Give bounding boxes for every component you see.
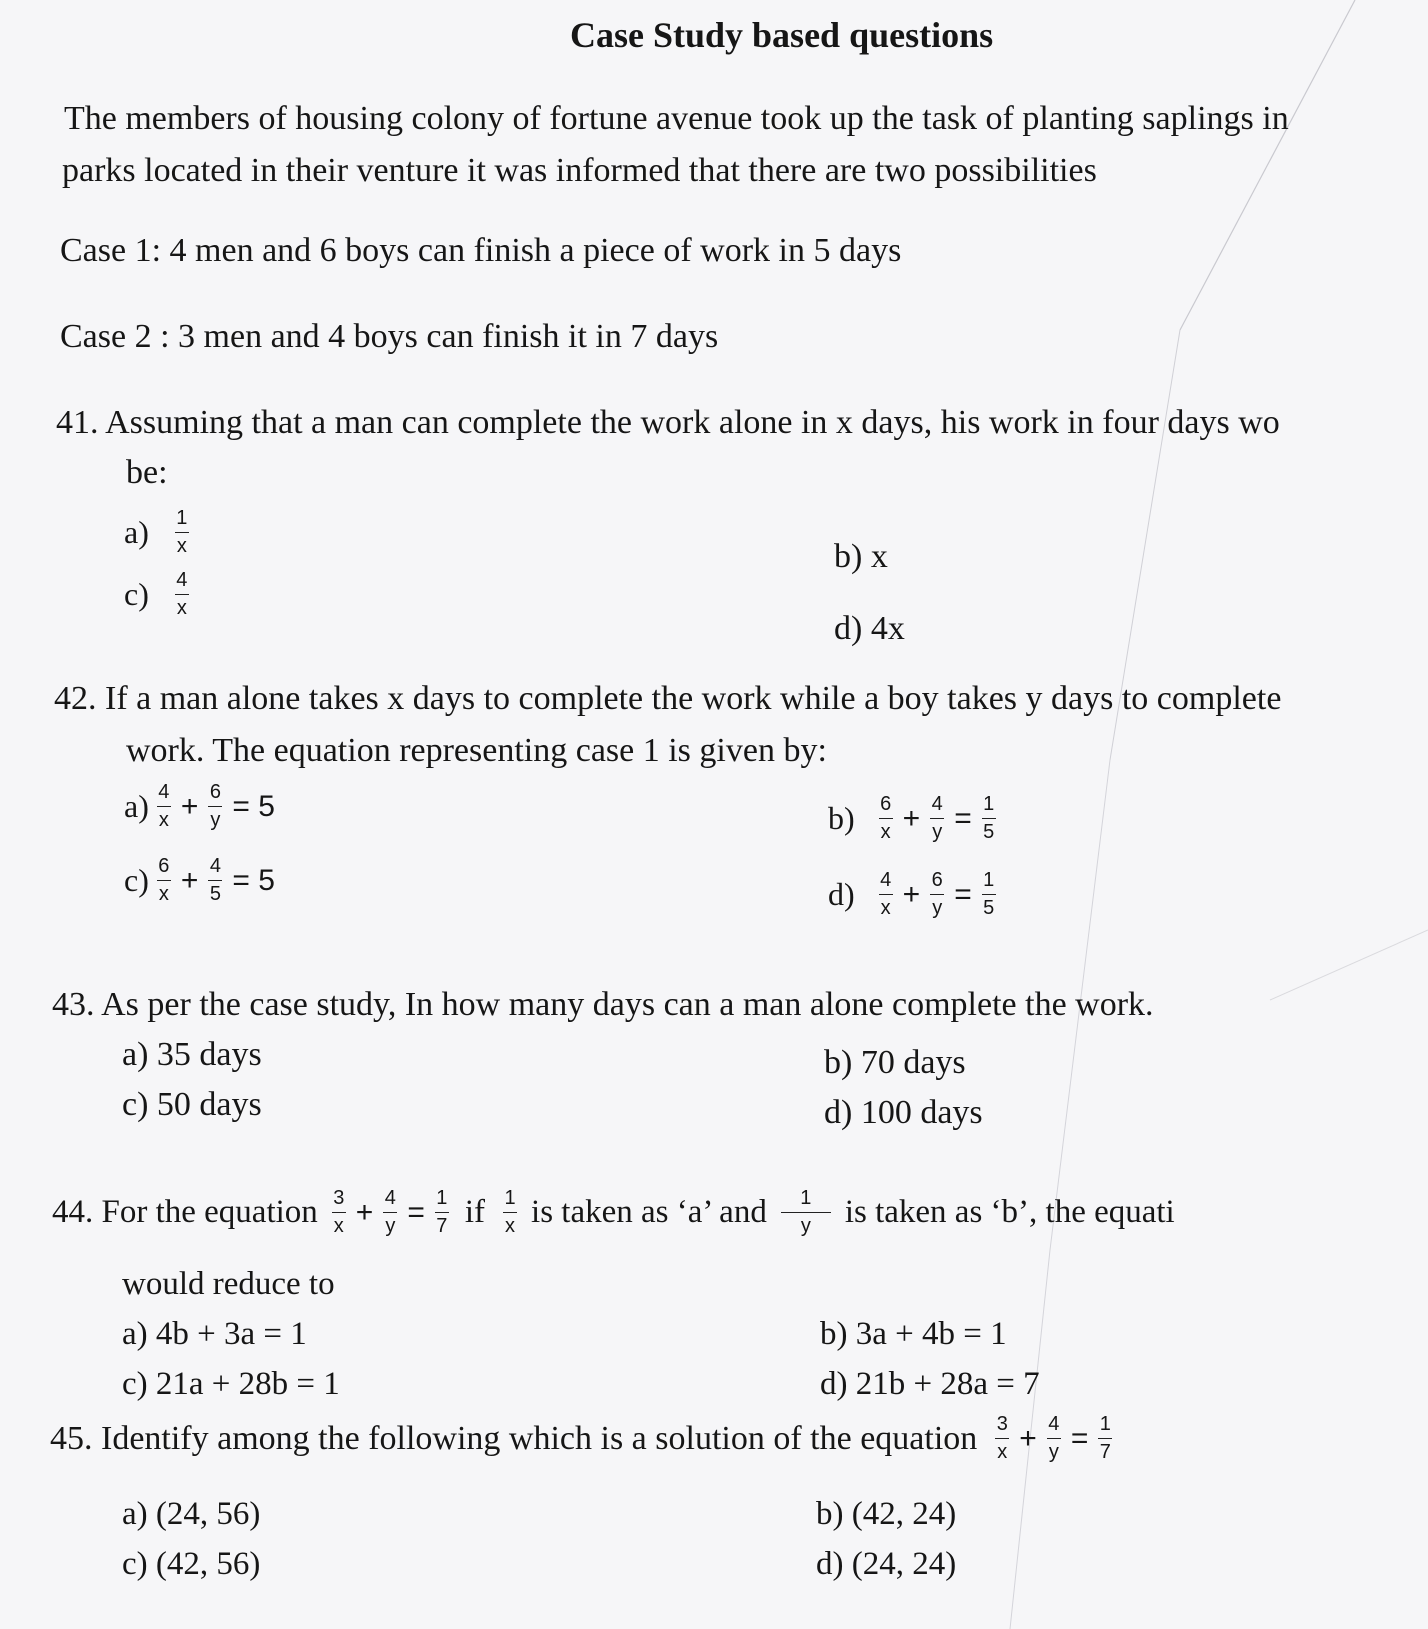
- page-title: Case Study based questions: [570, 15, 994, 55]
- q43-option-d[interactable]: d) 100 days: [824, 1094, 983, 1131]
- q42-option-b[interactable]: b) $\frac{6}{x}$ + $\frac{4}{y}$ = $\frac{1}{5}$: [828, 793, 995, 843]
- q42-text: 42. If a man alone takes x days to complete the work while a boy takes y days to complete: [54, 680, 1282, 717]
- q43-option-a[interactable]: a) 35 days: [122, 1036, 262, 1073]
- fraction: $\frac{4}{x}$: [176, 569, 188, 619]
- fraction: $\frac{1}{x}$: [176, 507, 188, 557]
- fraction: $\frac{1}{y}$: [781, 1188, 831, 1237]
- q44-option-a[interactable]: a) 4b + 3a = 1: [122, 1316, 307, 1352]
- q43-option-b[interactable]: b) 70 days: [824, 1044, 966, 1081]
- q42-option-a[interactable]: a) $\frac{4}{x}$ + $\frac{6}{y}$ = 5: [124, 781, 275, 831]
- intro-line-2: parks located in their venture it was informed that there are two possibilities: [62, 152, 1097, 189]
- option-label: c): [124, 862, 149, 898]
- option-label: c): [124, 576, 149, 612]
- option-label: b): [828, 800, 855, 836]
- case-1: Case 1: 4 men and 6 boys can finish a piece of work in 5 days: [60, 232, 902, 269]
- q44-option-d[interactable]: d) 21b + 28a = 7: [820, 1366, 1040, 1402]
- fraction: $\frac{3}{x}$: [996, 1413, 1008, 1463]
- option-label: d): [828, 876, 855, 912]
- q44-option-c[interactable]: c) 21a + 28b = 1: [122, 1366, 340, 1402]
- fraction: $\frac{6}{x}$: [880, 793, 892, 843]
- q42-text-cont: work. The equation representing case 1 is given by:: [126, 732, 827, 769]
- q41-text: 41. Assuming that a man can complete the work alone in x days, his work in four days wo: [56, 404, 1280, 441]
- q42-option-c[interactable]: c) $\frac{6}{x}$ + $\frac{4}{5}$ = 5: [124, 855, 275, 905]
- fraction: $\frac{4}{x}$: [158, 781, 170, 831]
- q41-text-cont: be:: [126, 454, 168, 491]
- fraction: $\frac{6}{y}$: [931, 869, 943, 919]
- q44-text-cont: would reduce to: [122, 1266, 335, 1302]
- fraction: $\frac{6}{x}$: [158, 855, 170, 905]
- fraction: $\frac{1}{7}$: [1099, 1413, 1111, 1463]
- q41-option-b[interactable]: b) x: [834, 538, 888, 575]
- q45-text: 45. Identify among the following which is a solution of the equation $\frac{3}{x}$ + $\frac{4}{y}$ = $\frac{1}{7}$: [50, 1413, 1111, 1463]
- q43-option-c[interactable]: c) 50 days: [122, 1086, 262, 1123]
- fraction: $\frac{4}{y}$: [931, 793, 943, 843]
- intro-line-1: The members of housing colony of fortune avenue took up the task of planting saplings in: [64, 100, 1289, 137]
- q45-option-d[interactable]: d) (24, 24): [816, 1546, 957, 1582]
- option-label: a): [124, 788, 149, 824]
- fraction: $\frac{1}{7}$: [436, 1187, 448, 1237]
- fraction: $\frac{1}{5}$: [983, 793, 995, 843]
- q44-option-b[interactable]: b) 3a + 4b = 1: [820, 1316, 1007, 1352]
- q42-option-d[interactable]: d) $\frac{4}{x}$ + $\frac{6}{y}$ = $\frac{1}{5}$: [828, 869, 995, 919]
- fraction: $\frac{3}{x}$: [333, 1187, 345, 1237]
- q44-text: 44. For the equation $\frac{3}{x}$ + $\frac{4}{y}$ = $\frac{1}{7}$ if $\frac{1}{x}$ is taken as ‘a’ and $\frac{1}{y}$ is taken as ‘b’, the equati: [52, 1187, 1175, 1237]
- option-label: a): [124, 514, 149, 550]
- q45-option-a[interactable]: a) (24, 56): [122, 1496, 261, 1532]
- fraction: $\frac{4}{5}$: [209, 855, 221, 905]
- fraction: $\frac{6}{y}$: [209, 781, 221, 831]
- q41-option-d[interactable]: d) 4x: [834, 610, 905, 647]
- fraction: $\frac{4}{x}$: [880, 869, 892, 919]
- fraction: $\frac{4}{y}$: [384, 1187, 396, 1237]
- q41-option-c[interactable]: [124, 570, 193, 619]
- case-2: Case 2 : 3 men and 4 boys can finish it in 7 days: [60, 318, 719, 355]
- fraction: $\frac{4}{y}$: [1048, 1413, 1060, 1463]
- q45-option-b[interactable]: b) (42, 24): [816, 1496, 957, 1532]
- q45-option-c[interactable]: c) (42, 56): [122, 1546, 261, 1582]
- q43-text: 43. As per the case study, In how many days can a man alone complete the work.: [52, 986, 1154, 1023]
- q41-option-a[interactable]: [124, 508, 193, 557]
- fraction: $\frac{1}{x}$: [504, 1187, 516, 1237]
- fraction: $\frac{1}{5}$: [983, 869, 995, 919]
